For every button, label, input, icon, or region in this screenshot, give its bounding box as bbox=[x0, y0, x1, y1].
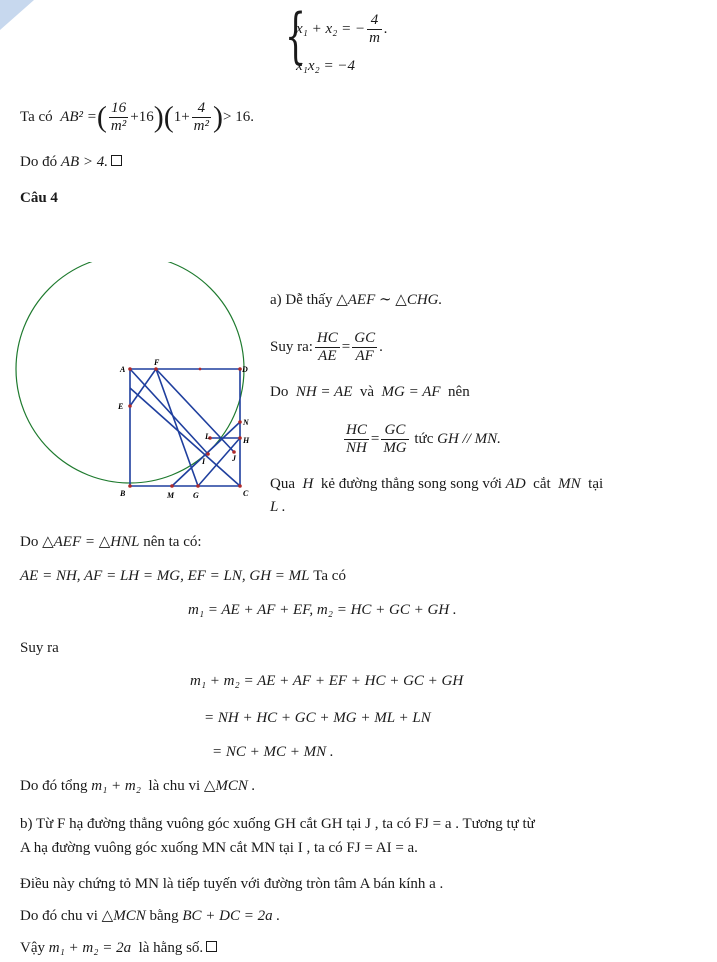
label-h: H bbox=[243, 436, 250, 445]
label-j: J bbox=[232, 454, 236, 463]
body-p7: = NC + MC + MN . bbox=[212, 744, 334, 760]
part-a-line1: a) Dễ thấy △AEF ∼ △CHG. bbox=[270, 292, 443, 308]
system-eq2: x₁x₂ = −4 bbox=[296, 58, 355, 74]
label-a: A bbox=[120, 365, 126, 374]
label-c: C bbox=[243, 489, 249, 498]
part-a-line3: Do NH = AE và MG = AF nên bbox=[270, 384, 470, 400]
label-l: L bbox=[205, 432, 210, 441]
body-p6: = NH + HC + GC + MG + ML + LN bbox=[204, 710, 431, 726]
qed-square-icon bbox=[111, 155, 122, 166]
system-eq1: x₁ + x₂ = − $\frac{4}{m}$ . bbox=[296, 12, 388, 46]
question-heading: Câu 4 bbox=[20, 190, 58, 206]
geometry-figure bbox=[14, 262, 270, 506]
label-f: F bbox=[154, 358, 160, 367]
body-p12: Do đó chu vi △MCN bằng BC + DC = 2a . bbox=[20, 908, 281, 924]
body-p9: b) Từ F hạ đường thẳng vuông góc xuống GH cắt GH tại J , ta có FJ = a . Tương tự từ bbox=[20, 816, 535, 832]
label-e: E bbox=[118, 402, 124, 411]
corner-decoration bbox=[0, 0, 34, 30]
label-g: G bbox=[193, 491, 199, 500]
part-a-line4: $\frac{HC}{NH}$ = $\frac{GC}{MG}$ tức GH // MN. bbox=[346, 422, 501, 456]
label-n: N bbox=[243, 418, 249, 427]
qed-square-icon bbox=[206, 941, 217, 952]
label-d: D bbox=[242, 365, 248, 374]
label-m: M bbox=[167, 491, 175, 500]
body-p1: Do △AEF = △HNL nên ta có: bbox=[20, 534, 202, 550]
body-p10: A hạ đường vuông góc xuống MN cắt MN tại I , ta có FJ = AI = a. bbox=[20, 840, 418, 856]
label-b: B bbox=[120, 489, 126, 498]
body-p8: Do đó tổng m₁ + m₂ là chu vi △MCN . bbox=[20, 778, 256, 794]
part-a-line5: Qua H kẻ đường thẳng song song với AD cắt MN tại bbox=[270, 476, 604, 492]
body-p3: m₁ = AE + AF + EF, m₂ = HC + GC + GH . bbox=[188, 602, 457, 618]
conclusion-ab: Do đó AB > 4. bbox=[20, 152, 122, 172]
body-p2: AE = NH, AF = LH = MG, EF = LN, GH = ML Ta có bbox=[20, 568, 346, 584]
part-a-line2: Suy ra: $\frac{HC}{AE}$ = $\frac{GC}{AF}$ . bbox=[270, 330, 383, 364]
body-p13: Vậy m₁ + m₂ = 2a là hằng số. bbox=[20, 938, 217, 958]
part-a-line6: L . bbox=[270, 499, 286, 515]
body-p11: Điều này chứng tỏ MN là tiếp tuyến với đường tròn tâm A bán kính a . bbox=[20, 876, 444, 892]
label-i: I bbox=[202, 457, 206, 466]
body-p5: m₁ + m₂ = AE + AF + EF + HC + GC + GH bbox=[190, 673, 464, 689]
system-brace: { bbox=[285, 1, 307, 71]
ab-squared-line: Ta có AB² =( $\frac{16}{\text{m²}}$ +16)(1+ $\frac{4}{\text{m²}}$ )> 16. bbox=[20, 100, 254, 134]
body-p4: Suy ra bbox=[20, 640, 59, 656]
